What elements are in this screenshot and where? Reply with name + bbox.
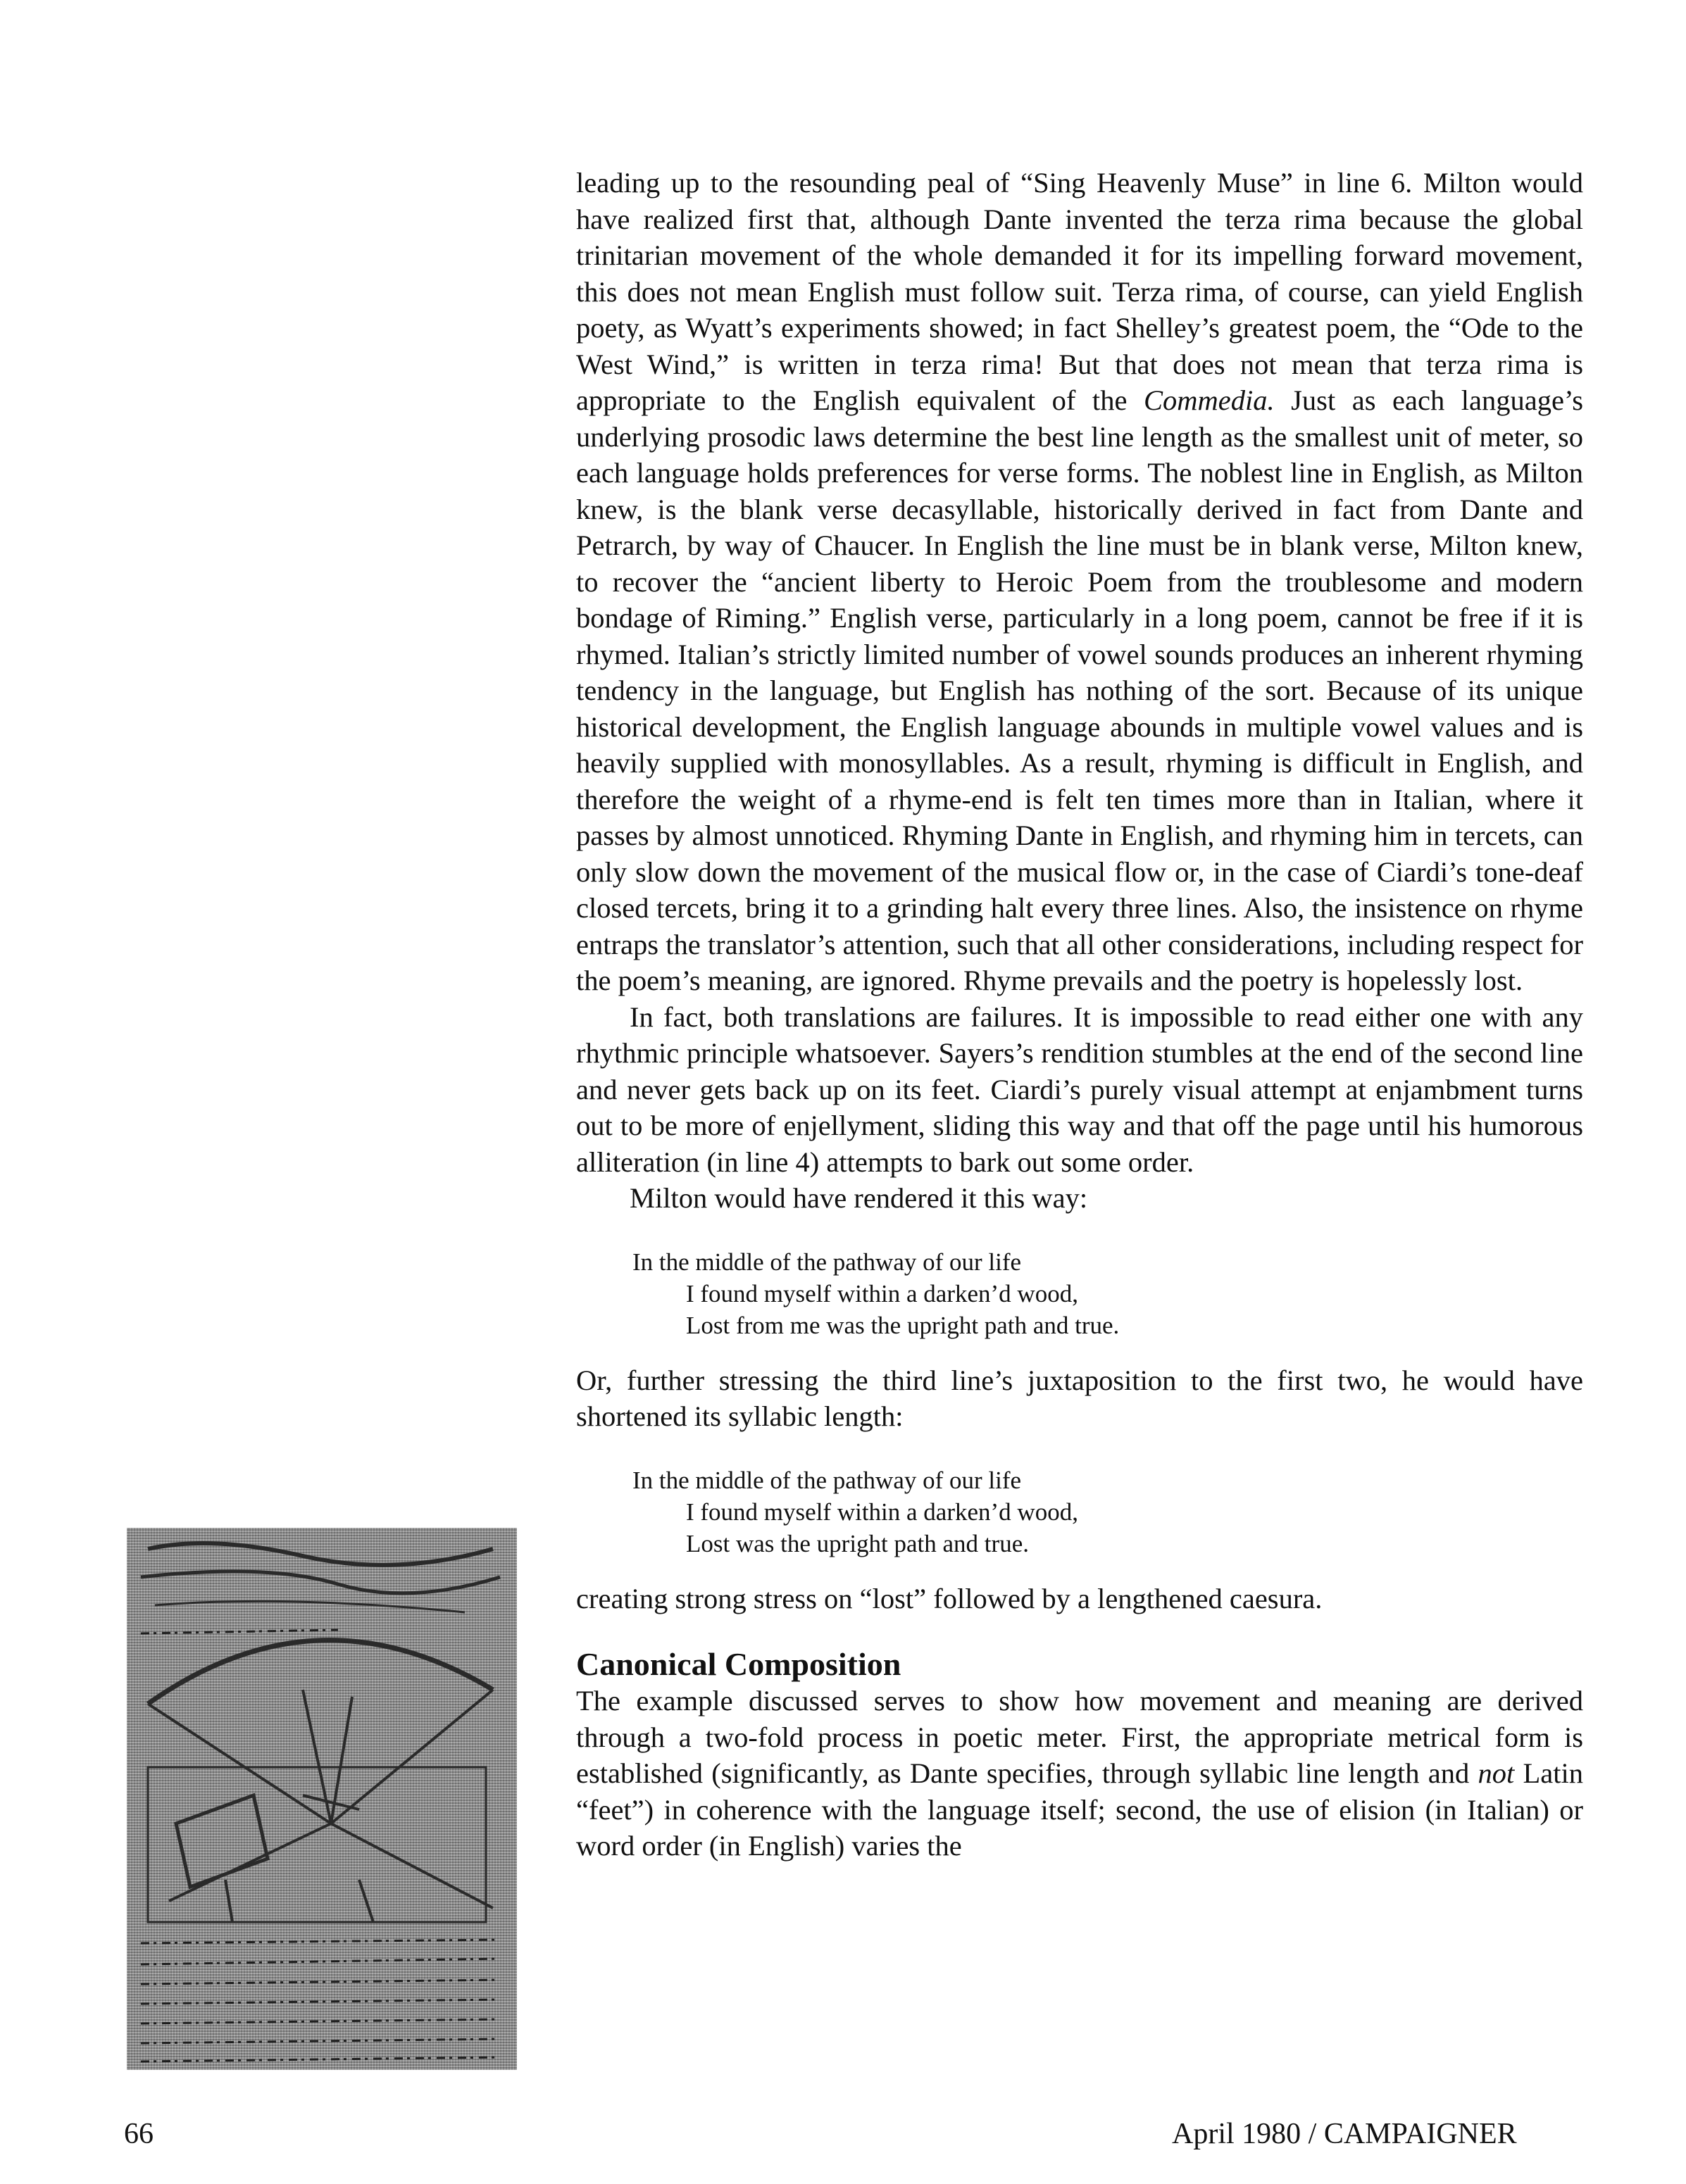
page-number: 66 [124,2118,154,2150]
paragraph-3: Milton would have rendered it this way: [630,1182,1088,1214]
emphasis-not: not [1478,1757,1515,1789]
verse-line: In the middle of the pathway of our life [632,1466,1022,1494]
manuscript-sketch-image [127,1528,517,2070]
verse-example-2 [632,1464,1583,1559]
verse-line: Lost from me was the upright path and true. [686,1311,1120,1339]
main-text-column [576,165,1583,1864]
paragraph-6-text: The example discussed serves to show how movement and meaning are derived through a two-fold process in poetic meter. First, the appropriate metrical form is established (significantly, as Dante specifies, through syllabic line length and [576,1685,1583,1789]
paragraph-5: creating strong stress on “lost” followed by a lengthened caesura. [576,1582,1323,1614]
paragraph-6 [576,1683,1583,1864]
verse-line: Lost was the upright path and true. [686,1529,1029,1557]
paragraph-2: In fact, both translations are failures. It is impossible to read either one with any rhythmic principle whatsoever. Sayers’s rendition stumbles at the end of the second line and never gets back up on its feet. Ciardi’s purely visual attempt at enjambment turns out to be more of enjellyment, sliding this way and that off the page until his humorous alliteration (in line 4) attempts to bark out some order. [576,1000,1583,1178]
paragraph-4: Or, further stressing the third line’s juxtaposition to the first two, he would have shortened its syllabic length: [576,1364,1583,1432]
verse-line: I found myself within a darken’d wood, [686,1498,1078,1526]
commedia-title: Commedia. [1143,384,1275,416]
verse-example-1 [632,1246,1583,1341]
paragraph-1-continued: Just as each language’s underlying prosodic laws determine the best line length as the smallest unit of meter, so each language holds preferences for verse forms. The noblest line in English, as Milton knew, is the blank verse decasyllable, historically derived in fact from Dante and Petrarch, by way of Chaucer. In English the line must be in blank verse, Milton knew, to recover the “ancient liberty to Heroic Poem from the troublesome and modern bondage of Riming.” English verse, particularly in a long poem, cannot be free if it is rhymed. Italian’s strictly limited number of vowel sounds produces an inherent rhyming tendency in the language, but English has nothing of the sort. Because of its unique historical development, the English language abounds in multiple vowel values and is heavily supplied with monosyllables. As a result, rhyming is difficult in English, and therefore the weight of a rhyme-end is felt ten times more than in Italian, where it passes by almost unnoticed. Rhyming Dante in English, and rhyming him in tercets, can only slow down the movement of the musical flow or, in the case of Ciardi’s tone-deaf closed tercets, bring it to a grinding halt every three lines. Also, the insistence on rhyme entraps the translator’s attention, such that all other considerations, including respect for the poem’s meaning, are ignored. Rhyme prevails and the poetry is hopelessly lost. [576,384,1583,996]
verse-line: In the middle of the pathway of our life [632,1248,1022,1276]
running-footer: April 1980 / CAMPAIGNER [1172,2118,1517,2150]
paragraph-1 [576,165,1583,999]
paragraph-1-text: leading up to the resounding peal of “Sing Heavenly Muse” in line 6. Milton would have realized first that, although Dante invented the terza rima because the global trinitarian movement of the whole demanded it for its impelling forward movement, this does not mean English must follow suit. Terza rima, of course, can yield English poety, as Wyatt’s experiments showed; in fact Shelley’s greatest poem, the “Ode to the West Wind,” is written in terza rima! But that does not mean that terza rima is appropriate to the English equivalent of the [576,167,1583,416]
verse-line: I found myself within a darken’d wood, [686,1279,1078,1307]
section-heading: Canonical Composition [576,1646,901,1682]
paragraph-6-continued: Latin “feet”) in coherence with the language itself; second, the use of elision (in Italian) or word order (in English) varies the [576,1757,1583,1862]
manuscript-sketch-icon [127,1528,517,2070]
